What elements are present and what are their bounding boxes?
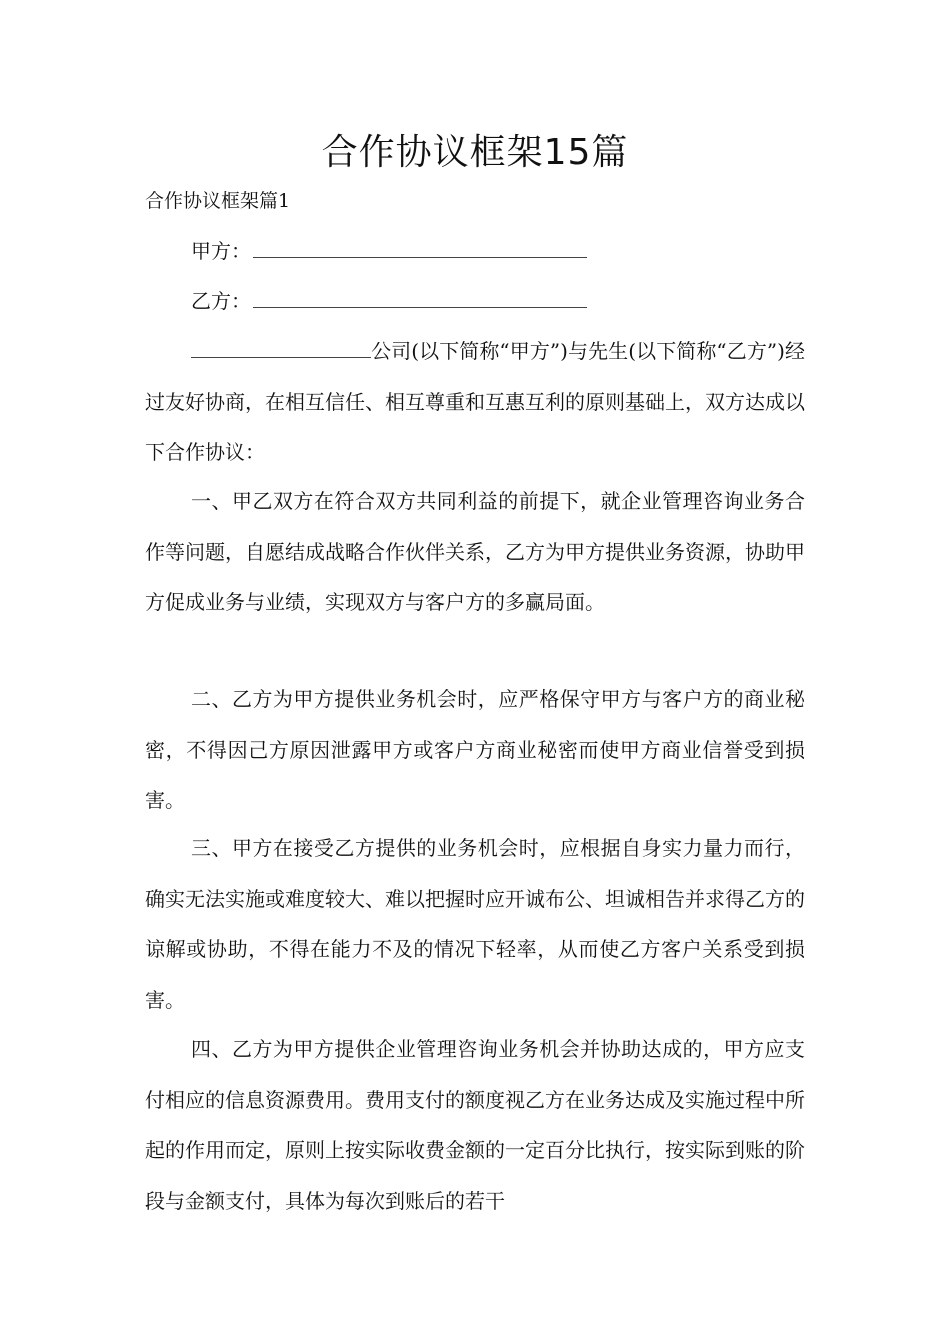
clause-2: 二、乙方为甲方提供业务机会时，应严格保守甲方与客户方的商业秘密，不得因己方原因泄露甲方或客户方商业秘密而使甲方商业信誉受到损害。: [145, 687, 805, 812]
company-name-blank: [191, 337, 371, 358]
party-b-label: 乙方：: [191, 289, 251, 313]
clause-3: 三、甲方在接受乙方提供的业务机会时，应根据自身实力量力而行，确实无法实施或难度较大、难以把握时应开诚布公、坦诚相告并求得乙方的谅解或协助，不得在能力不及的情况下轻率，从而使乙方客户关系受到损害。: [145, 836, 805, 1012]
clause-1: 一、甲乙双方在符合双方共同利益的前提下，就企业管理咨询业务合作等问题，自愿结成战略合作伙伴关系，乙方为甲方提供业务资源，协助甲方促成业务与业绩，实现双方与客户方的多赢局面。: [145, 489, 805, 614]
party-a-label: 甲方：: [191, 239, 251, 263]
party-a-line: [191, 236, 587, 266]
document-subtitle: 合作协议框架篇1: [145, 190, 291, 212]
clause-4: 四、乙方为甲方提供企业管理咨询业务机会并协助达成的，甲方应支付相应的信息资源费用。费用支付的额度视乙方在业务达成及实施过程中所起的作用而定，原则上按实际收费金额的一定百分比执行，按实际到账的阶段与金额支付，具体为每次到账后的若干: [145, 1037, 805, 1213]
party-b-line: [191, 286, 587, 316]
party-a-blank: [253, 237, 587, 258]
intro-paragraph: [145, 326, 805, 478]
party-b-blank: [253, 287, 587, 308]
document-title: 合作协议框架15篇: [321, 132, 629, 173]
intro-text: 公司(以下简称“甲方”)与先生(以下简称“乙方”)经过友好协商，在相互信任、相互尊重和互惠互利的原则基础上，双方达成以下合作协议：: [145, 339, 805, 464]
